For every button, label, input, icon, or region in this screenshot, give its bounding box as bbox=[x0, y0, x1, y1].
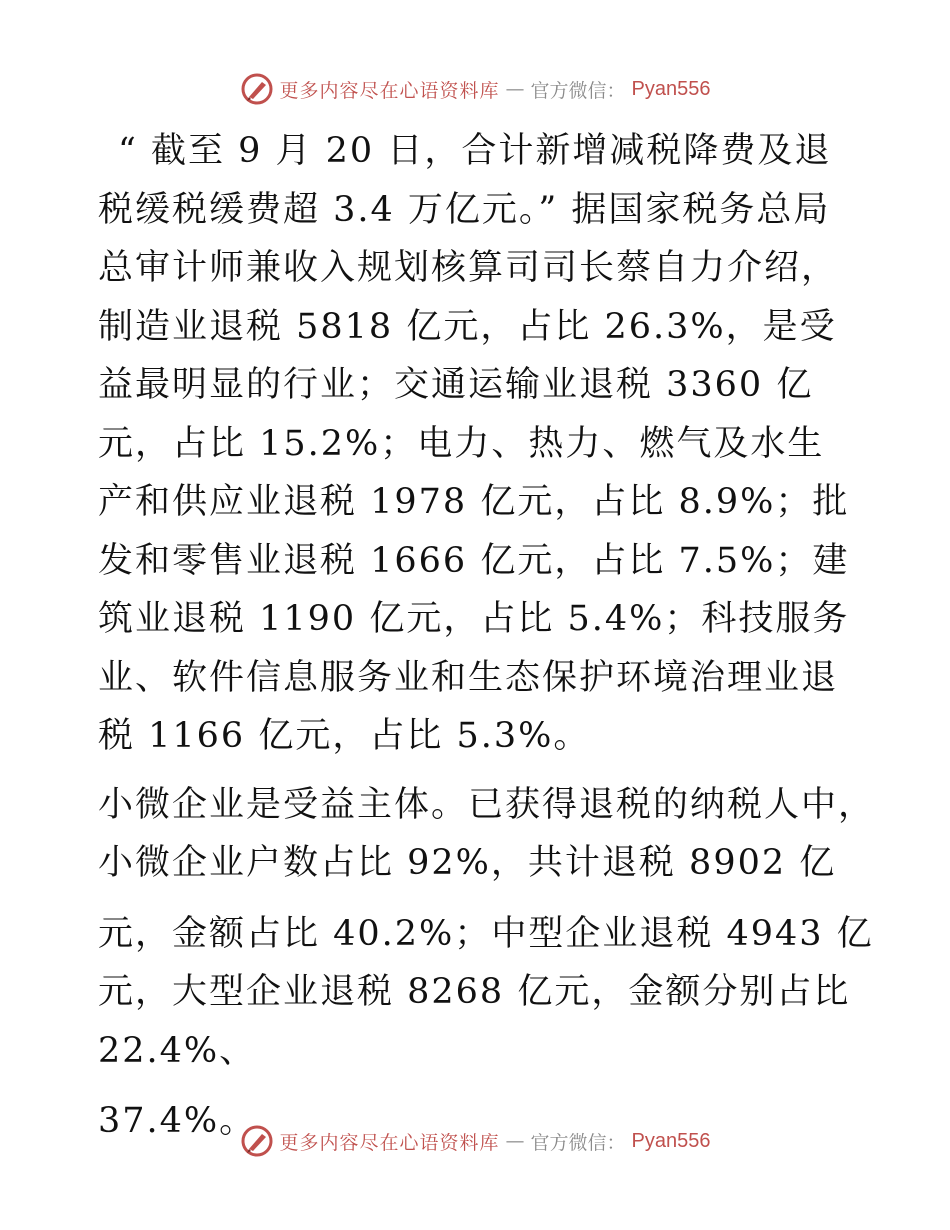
banner-separator: — bbox=[505, 1130, 525, 1152]
paragraph-line: 元，金额占比 40.2%；中型企业退税 4943 亿 bbox=[98, 913, 874, 954]
paragraph-line: 小微企业户数占比 92%，共计退税 8902 亿 bbox=[98, 843, 837, 883]
banner-wechat-id: Pyan556 bbox=[631, 1129, 711, 1152]
banner-separator: — bbox=[505, 78, 525, 100]
paragraph-line: 37.4%。 bbox=[98, 1101, 257, 1141]
banner-text: 更多内容尽在心语资料库 bbox=[279, 79, 500, 102]
banner-text: 更多内容尽在心语资料库 bbox=[279, 1131, 500, 1154]
paragraph-line: 22.4%、 bbox=[98, 1030, 257, 1071]
paragraph-tax-refund-by-industry: “ 截至 9 月 20 日，合计新增减税降费及退税缓税缓费超 3.4 万亿元。” 据国家税务总局总审计师兼收入规划核算司司长蔡自力介绍，制造业退税 5818 亿元，占比 26.3%，是受益最明显的行业；交通运输业退税 3360 亿元，占比 15.2%；电力、热力、燃气及水生产和供应业退税 1978 亿元，占比 8.9%；批发和零售业退税 1666 亿元，占比 7.5%；建筑业退税 1190 亿元，占比 5.4%；科技服务业、软件信息服务业和生态保护环境治理业退税 1166 亿元，占比 5.3%。 bbox=[98, 131, 850, 756]
document-body bbox=[98, 122, 876, 1151]
banner-label: 官方微信： bbox=[530, 1131, 626, 1154]
footer-watermark bbox=[0, 1124, 950, 1158]
paragraph-line: 元，大型企业退税 8268 亿元，金额分别占比 bbox=[98, 972, 851, 1012]
banner-label: 官方微信： bbox=[530, 79, 626, 102]
header-watermark bbox=[0, 72, 950, 106]
paragraph-line: 小微企业是受益主体。已获得退税的纳税人中， bbox=[98, 784, 876, 825]
banner-wechat-id: Pyan556 bbox=[631, 77, 711, 100]
pen-logo-icon bbox=[240, 72, 274, 106]
pen-logo-icon bbox=[240, 1124, 274, 1158]
